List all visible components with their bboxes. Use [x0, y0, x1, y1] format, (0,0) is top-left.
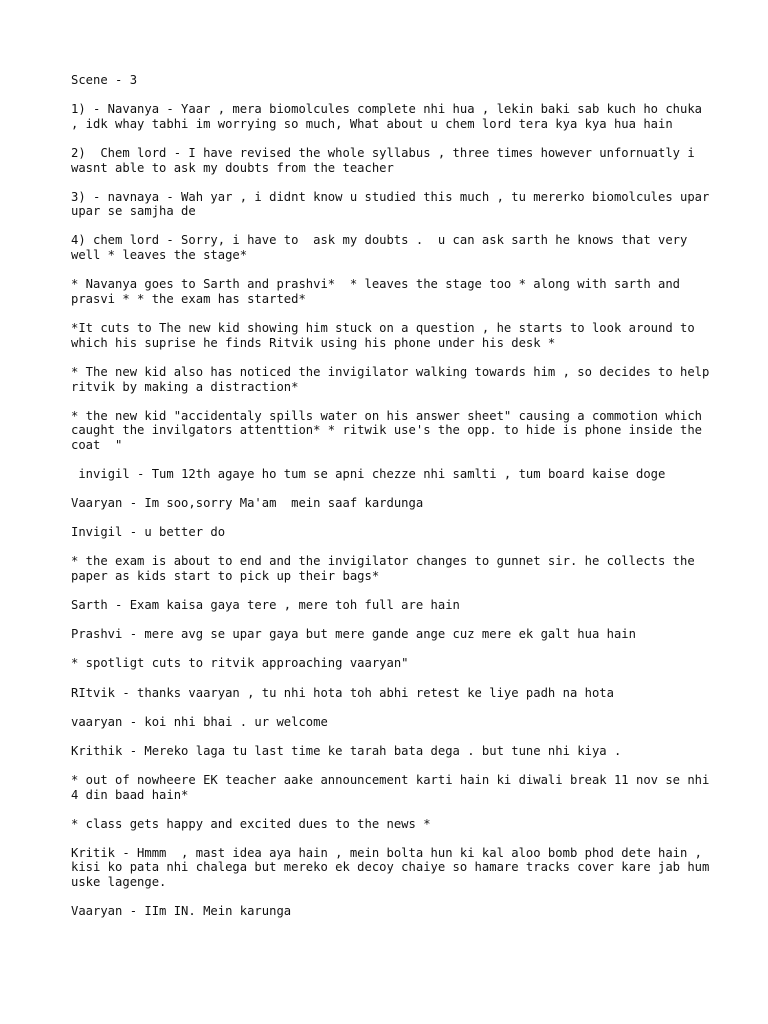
- dialogue-line: invigil - Tum 12th agaye ho tum se apni chezze nhi samlti , tum board kaise doge: [71, 467, 666, 482]
- dialogue-line-1: 1) - Navanya - Yaar , mera biomolcules complete nhi hua , lekin baki sab kuch ho chuka , idk whay tabhi im worrying so much, What about u chem lord tera kya kya hua hain: [71, 102, 710, 131]
- dialogue-line-2: 2) Chem lord - I have revised the whole syllabus , three times however unfornuatly i wasnt able to ask my doubts from the teacher: [71, 145, 703, 175]
- dialogue-line: vaaryan - koi nhi bhai . ur welcome: [71, 714, 328, 729]
- dialogue-line: Vaaryan - Im soo,sorry Ma'am mein saaf kardunga: [71, 496, 424, 511]
- stage-direction: *It cuts to The new kid showing him stuck on a question , he starts to look around to which his suprise he finds Ritvik using his phone under his desk *: [71, 321, 703, 350]
- scene-heading: Scene - 3: [71, 73, 138, 87]
- dialogue-line: Kritik - Hmmm , mast idea aya hain , mein bolta hun ki kal aloo bomb phod dete hain , kisi ko pata nhi chalega but mereko ek decoy chaiye so hamare tracks cover kare jab hum uske lagenge.: [71, 845, 717, 890]
- stage-direction: * class gets happy and excited dues to the news *: [71, 816, 431, 831]
- stage-direction: * The new kid also has noticed the invigilator walking towards him , so decides to help ritvik by making a distraction*: [71, 364, 717, 394]
- dialogue-line: Sarth - Exam kaisa gaya tere , mere toh full are hain: [71, 598, 460, 613]
- dialogue-line-3: 3) - navnaya - Wah yar , i didnt know u studied this much , tu mererko biomolcules upar upar se samjha de: [71, 189, 717, 219]
- stage-direction: * Navanya goes to Sarth and prashvi* * leaves the stage too * along with sarth and prasvi * * the exam has started*: [71, 277, 688, 306]
- dialogue-line: RItvik - thanks vaaryan , tu nhi hota toh abhi retest ke liye padh na hota: [71, 685, 614, 700]
- stage-direction: * out of nowheere EK teacher aake announcement karti hain ki diwali break 11 nov se nhi 4 din baad hain*: [71, 772, 717, 802]
- document-page: [71, 73, 717, 933]
- dialogue-line: Invigil - u better do: [71, 525, 226, 540]
- dialogue-line: Vaaryan - IIm IN. Mein karunga: [71, 904, 292, 919]
- stage-direction: * the exam is about to end and the invigilator changes to gunnet sir. he collects the paper as kids start to pick up their bags*: [71, 554, 703, 584]
- dialogue-line-4: 4) chem lord - Sorry, i have to ask my doubts . u can ask sarth he knows that very well * leaves the stage*: [71, 233, 695, 263]
- dialogue-line: Krithik - Mereko laga tu last time ke tarah bata dega . but tune nhi kiya .: [71, 743, 622, 758]
- stage-direction: * the new kid "accidentaly spills water on his answer sheet" causing a commotion which caught the invilgators attenttion* * ritwik use's the opp. to hide is phone inside the coat ": [71, 408, 710, 453]
- dialogue-line: Prashvi - mere avg se upar gaya but mere gande ange cuz mere ek galt hua hain: [71, 627, 636, 642]
- stage-direction: * spotligt cuts to ritvik approaching vaaryan": [71, 656, 409, 671]
